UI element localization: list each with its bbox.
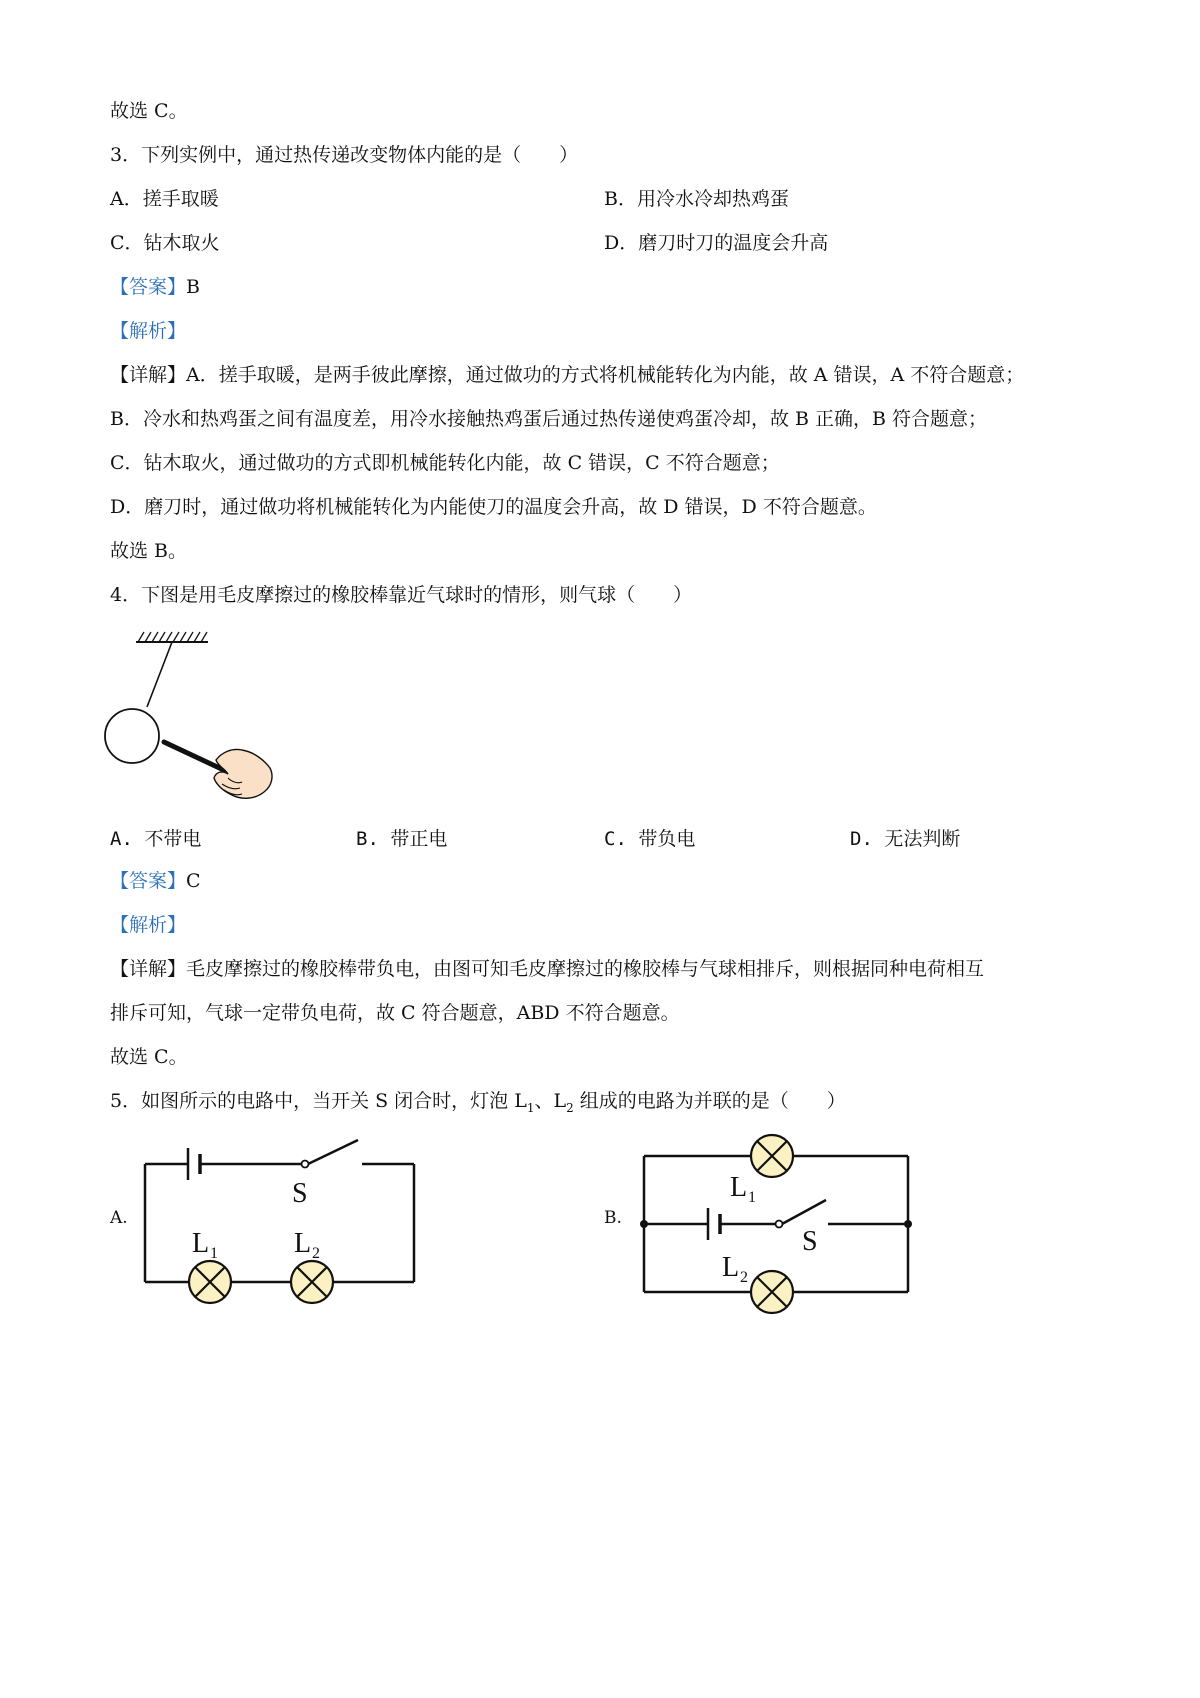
analysis-label: 【解析】 bbox=[110, 320, 187, 342]
q4-option-b: B. 带正电 bbox=[356, 828, 448, 850]
q4-detail-line-2: 排斥可知，气球一定带负电荷，故 C 符合题意，ABD 不符合题意。 bbox=[110, 1002, 680, 1024]
lamp1-label: L bbox=[730, 1172, 748, 1203]
switch-label: S bbox=[292, 1178, 308, 1209]
q4-analysis bbox=[110, 910, 186, 937]
question-5-stem bbox=[110, 1086, 846, 1115]
switch-label: S bbox=[802, 1226, 818, 1257]
detail-label: 【详解】 bbox=[110, 364, 187, 386]
subscript: 1 bbox=[526, 1100, 535, 1115]
detail-label: 【详解】 bbox=[110, 958, 187, 980]
q3-answer bbox=[110, 272, 200, 299]
lamp1-subscript: 1 bbox=[748, 1189, 756, 1206]
q3-detail-line-1 bbox=[110, 360, 1024, 387]
stem-text: 5．如图所示的电路中，当开关 S 闭合时，灯泡 L bbox=[110, 1090, 527, 1112]
lamp1-label: L bbox=[192, 1228, 210, 1259]
q3-detail-line-2: B．冷水和热鸡蛋之间有温度差，用冷水接触热鸡蛋后通过热传递使鸡蛋冷却，故 B 正确，B 符合题意； bbox=[110, 408, 988, 430]
q4-option-c: C. 带负电 bbox=[604, 828, 696, 850]
circuit-a-diagram bbox=[130, 1130, 420, 1310]
circuit-b-label: B. bbox=[604, 1208, 622, 1228]
stem-text: 组成的电路为并联的是（ ） bbox=[573, 1090, 846, 1112]
answer-label: 【答案】 bbox=[110, 870, 187, 892]
question-4-stem: 4．下图是用毛皮摩擦过的橡胶棒靠近气球时的情形，则气球（ ） bbox=[110, 584, 693, 606]
subscript: 2 bbox=[566, 1100, 574, 1115]
q3-conclusion: 故选 B。 bbox=[110, 540, 188, 562]
lamp2-subscript: 2 bbox=[740, 1269, 748, 1286]
stem-text: 、L bbox=[534, 1090, 567, 1112]
detail-text: 毛皮摩擦过的橡胶棒带负电，由图可知毛皮摩擦过的橡胶棒与气球相排斥，则根据同种电荷相互 bbox=[186, 958, 985, 980]
q4-detail-line-1 bbox=[110, 954, 984, 981]
lamp1-subscript: 1 bbox=[210, 1245, 218, 1262]
answer-value: C bbox=[186, 870, 201, 892]
q4-conclusion: 故选 C。 bbox=[110, 1046, 188, 1068]
question-3-stem: 3．下列实例中，通过热传递改变物体内能的是（ ） bbox=[110, 144, 579, 166]
q3-option-d: D．磨刀时刀的温度会升高 bbox=[604, 232, 829, 254]
q3-option-a: A．搓手取暖 bbox=[110, 188, 219, 210]
q3-analysis bbox=[110, 316, 186, 343]
answer-label: 【答案】 bbox=[110, 276, 187, 298]
circuit-a-label: A. bbox=[110, 1208, 128, 1228]
q3-detail-line-4: D．磨刀时，通过做功将机械能转化为内能使刀的温度会升高，故 D 错误，D 不符合题意。 bbox=[110, 496, 877, 518]
q3-detail-line-3: C．钻木取火，通过做功的方式即机械能转化内能，故 C 错误，C 不符合题意； bbox=[110, 452, 780, 474]
balloon-rod-figure bbox=[104, 628, 304, 810]
detail-text: A．搓手取暖，是两手彼此摩擦，通过做功的方式将机械能转化为内能，故 A 错误，A 不符合题意； bbox=[186, 364, 1025, 386]
q4-option-a: A. 不带电 bbox=[110, 828, 202, 850]
q4-option-d: D. 无法判断 bbox=[850, 828, 961, 850]
lamp2-label: L bbox=[294, 1228, 312, 1259]
circuit-b-diagram bbox=[632, 1124, 922, 1324]
lamp2-subscript: 2 bbox=[312, 1245, 320, 1262]
q4-answer bbox=[110, 866, 201, 893]
analysis-label: 【解析】 bbox=[110, 914, 187, 936]
lamp2-label: L bbox=[722, 1252, 740, 1283]
q3-option-b: B．用冷水冷却热鸡蛋 bbox=[604, 188, 789, 210]
conclusion-text: 故选 C。 bbox=[110, 100, 188, 122]
answer-value: B bbox=[186, 276, 200, 298]
q3-option-c: C．钻木取火 bbox=[110, 232, 220, 254]
